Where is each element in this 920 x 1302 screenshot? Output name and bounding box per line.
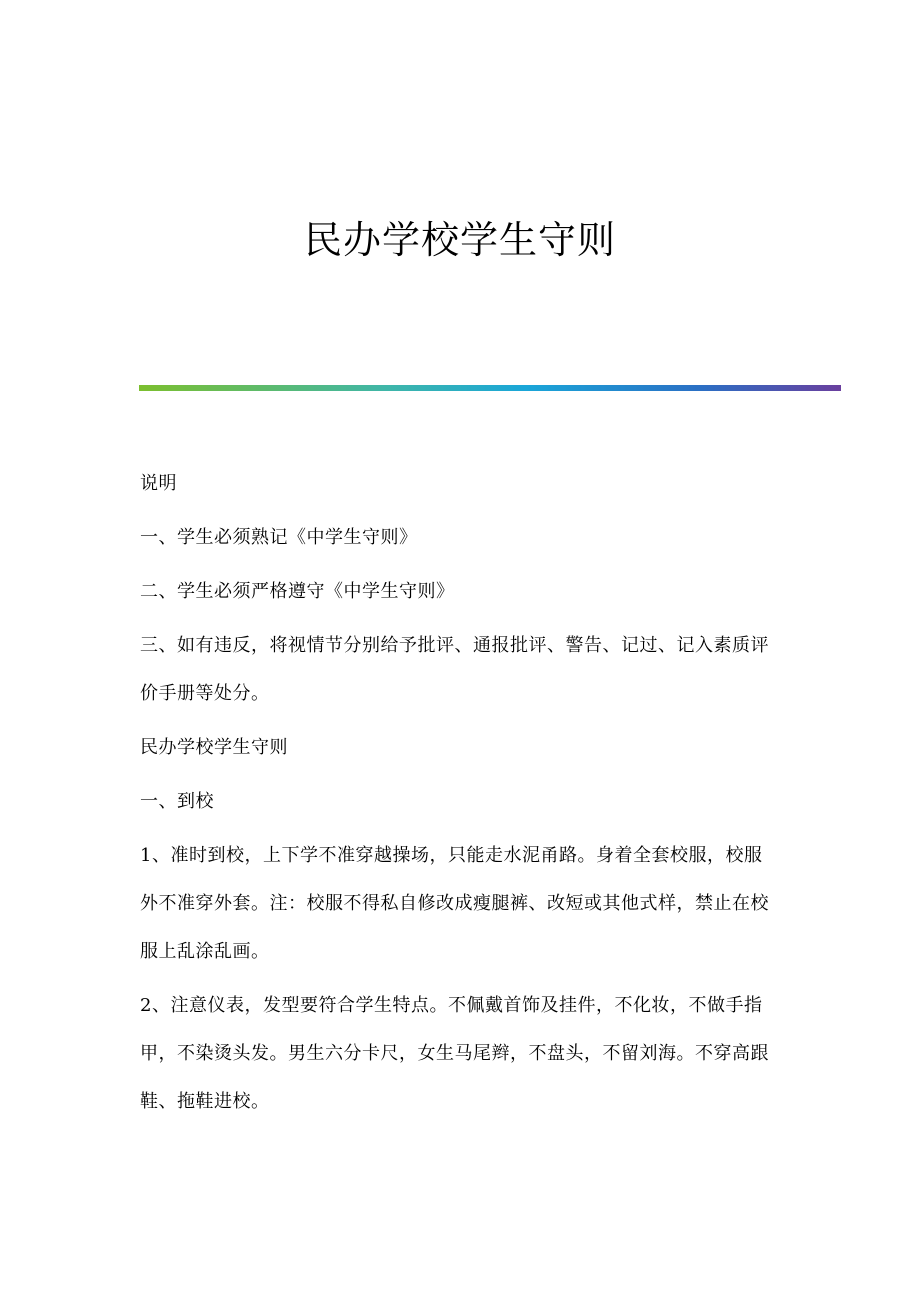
paragraph-rule-1: 一、学生必须熟记《中学生守则》 bbox=[140, 527, 418, 548]
paragraph-rule-3: 三、如有违反，将视情节分别给予批评、通报批评、警告、记过、记入素质评价手册等处分。 bbox=[140, 635, 769, 704]
paragraph-section-title: 民办学校学生守则 bbox=[140, 737, 288, 758]
document-body bbox=[140, 468, 780, 1140]
paragraph-arrival-heading: 一、到校 bbox=[140, 791, 214, 812]
paragraph-rule-2: 二、学生必须严格遵守《中学生守则》 bbox=[140, 581, 455, 602]
document-title: 民办学校学生守则 bbox=[303, 218, 616, 262]
paragraph-explanation-heading: 说明 bbox=[140, 473, 177, 494]
paragraph-arrival-item-1: 1、准时到校，上下学不准穿越操场，只能走水泥甬路。身着全套校服，校服外不准穿外套。注：校服不得私自修改成瘦腿裤、改短或其他式样，禁止在校服上乱涂乱画。 bbox=[140, 845, 769, 962]
paragraph-arrival-item-2: 2、注意仪表，发型要符合学生特点。不佩戴首饰及挂件，不化妆，不做手指甲，不染烫头发。男生六分卡尺，女生马尾辫，不盘头，不留刘海。不穿高跟鞋、拖鞋进校。 bbox=[140, 995, 769, 1112]
decorative-gradient-rule bbox=[139, 385, 841, 391]
